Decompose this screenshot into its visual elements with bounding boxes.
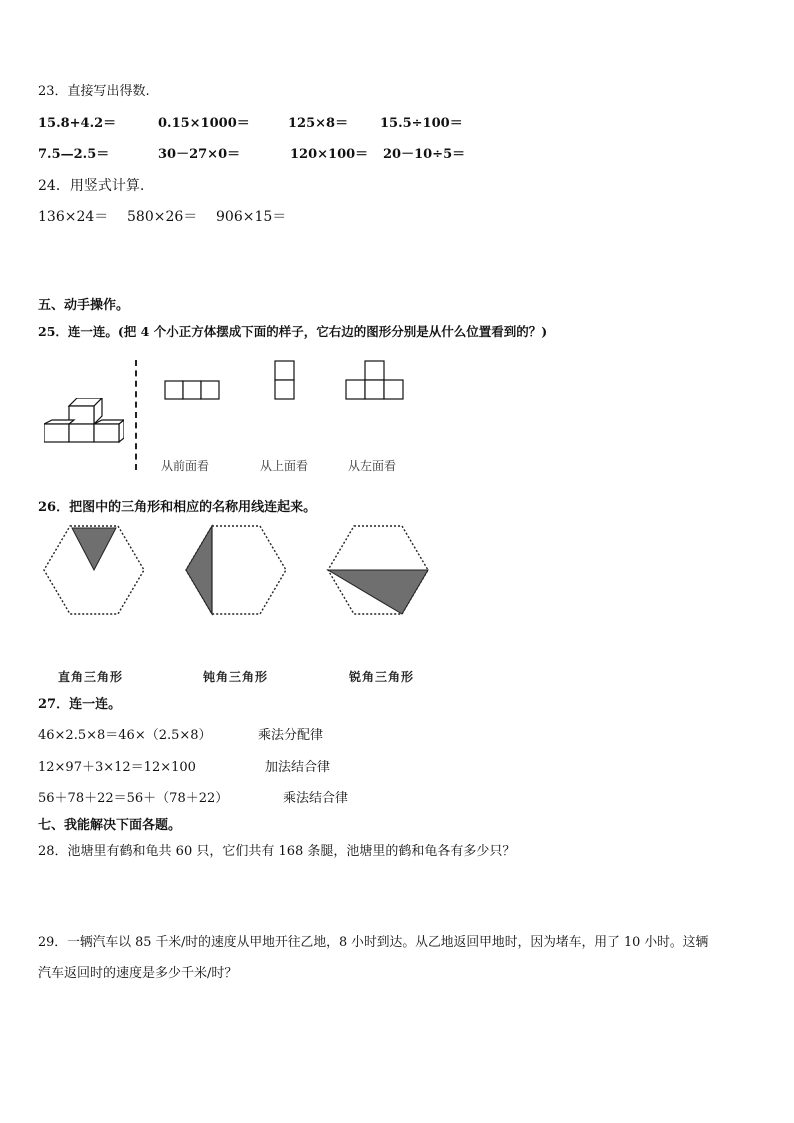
q23-item: 15.8+4.2＝ [38,116,117,131]
q23-item: 20－10÷5＝ [383,147,466,162]
view-label: 从上面看 [260,459,309,473]
left-view-figure [345,360,405,400]
q29-text-line1: 29．一辆汽车以 85 千米/时的速度从甲地开往乙地，8 小时到达。从乙地返回甲地时，因为堵车，用了 10 小时。这辆 [38,935,709,950]
hexagon-figure-3 [326,524,430,616]
q27-expression: 46×2.5×8＝46×（2.5×8） [38,728,212,743]
q27-expression: 56＋78＋22＝56＋（78＋22） [38,791,229,806]
q27-title: 27．连一连。 [38,697,122,712]
hexagon-figure-2 [184,524,288,616]
q23-item: 0.15×1000＝ [158,116,250,131]
q27-law: 乘法分配律 [258,728,324,743]
q27-law: 乘法结合律 [283,791,349,806]
dashed-divider [135,360,137,470]
triangle-name: 直角三角形 [58,670,124,684]
q23-item: 7.5—2.5＝ [38,147,110,162]
q28-text: 28．池塘里有鹤和龟共 60 只，它们共有 168 条腿，池塘里的鹤和龟各有多少只？ [38,844,516,859]
q24-title: 24．用竖式计算. [38,178,145,194]
q23-item: 15.5÷100＝ [380,116,463,131]
top-view-figure [274,360,296,400]
triangle-name: 锐角三角形 [349,670,415,684]
q27-law: 加法结合律 [265,760,331,775]
q24-item: 136×24＝ [38,209,109,225]
q25-title: 25．连一连。(把 4 个小正方体摆成下面的样子，它右边的图形分别是从什么位置看到的？) [38,324,548,339]
section-heading: 七、我能解决下面各题。 [38,818,182,833]
q27-expression: 12×97＋3×12＝12×100 [38,760,196,775]
cube-stack-figure [44,398,124,458]
view-label: 从左面看 [348,459,397,473]
q23-title: 23．直接写出得数. [38,84,150,99]
view-label: 从前面看 [161,459,210,473]
q23-item: 120×100＝ [290,147,369,162]
q24-item: 580×26＝ [127,209,198,225]
q24-item: 906×15＝ [216,209,287,225]
q26-title: 26．把图中的三角形和相应的名称用线连起来。 [38,500,317,515]
triangle-name: 钝角三角形 [203,670,269,684]
q23-item: 125×8＝ [288,116,349,131]
q29-text-line2: 汽车返回时的速度是多少千米/时？ [38,966,238,981]
front-view-figure [164,380,222,400]
section-heading: 五、动手操作。 [38,298,130,313]
hexagon-figure-1 [42,524,146,616]
q23-item: 30－27×0＝ [158,147,241,162]
